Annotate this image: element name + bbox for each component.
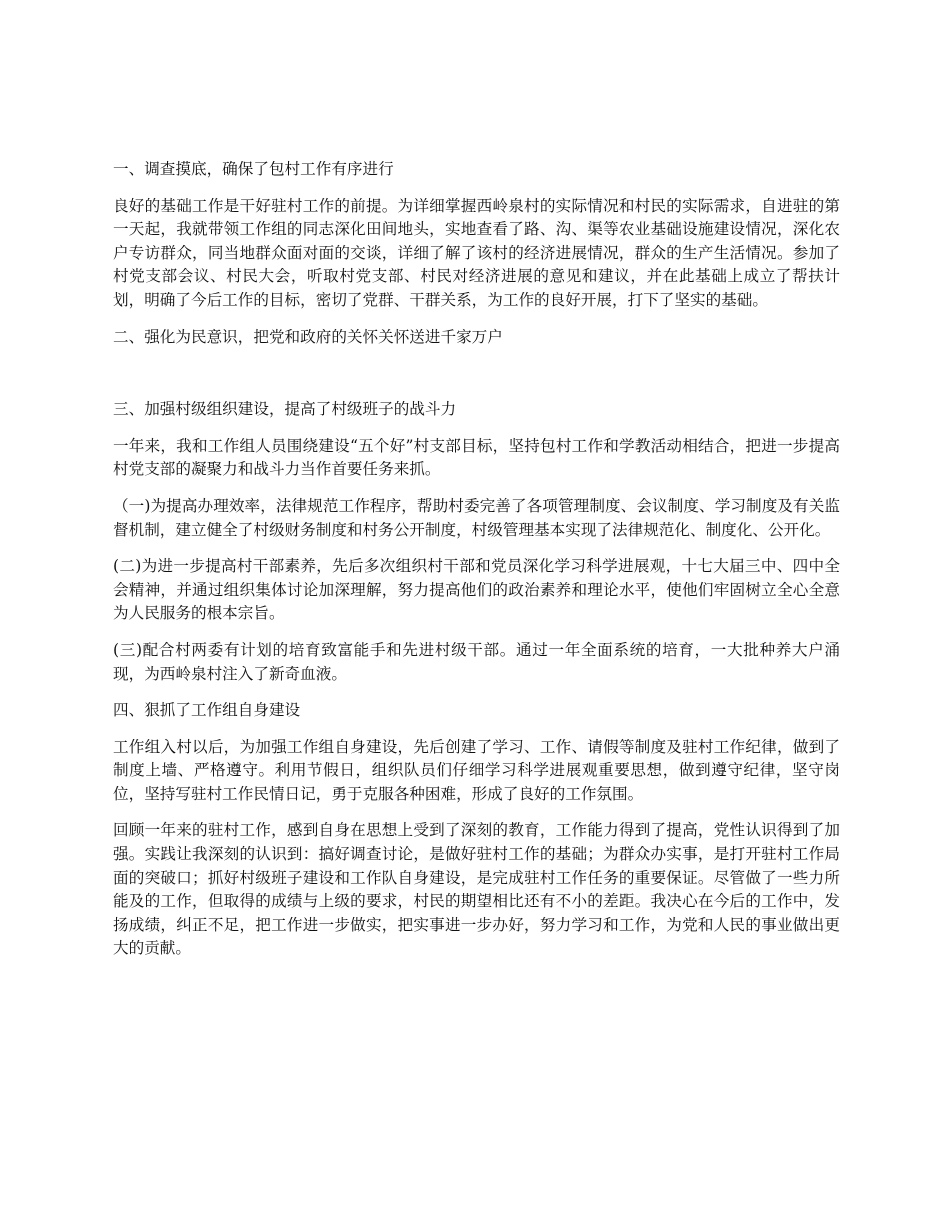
paragraph-investigation: 良好的基础工作是干好驻村工作的前提。为详细掌握西岭泉村的实际情况和村民的实际需求，自进驻的第一天起，我就带领工作组的同志深化田间地头，实地查看了路、沟、渠等农业基础设施建设情况，深化农户专访群众，同当地群众面对面的交谈，详细了解了该村的经济进展情况，群众的生产生活情况。参加了村党支部会议、村民大会，听取村党支部、村民对经济进展的意见和建议，并在此基础上成立了帮扶计划，明确了今后工作的目标，密切了党群、干群关系，为工作的良好开展，打下了坚实的基础。 <box>113 196 840 309</box>
paragraph-review-conclusion: 回顾一年来的驻村工作，感到自身在思想上受到了深刻的教育，工作能力得到了提高，党性认识得到了加强。实践让我深刻的认识到：搞好调查讨论，是做好驻村工作的基础；为群众办实事，是打开驻村工作局面的突破口；抓好村级班子建设和工作队自身建设，是完成驻村工作任务的重要保证。尽管做了一些力所能及的工作，但取得的成绩与上级的要求，村民的期望相比还有不小的差距。我决心在今后的工作中，发扬成绩，纠正不足，把工作进一步做实，把实事进一步办好，努力学习和工作，为党和人民的事业做出更大的贡献。 <box>113 821 840 958</box>
section-heading-3: 三、加强村级组织建设，提高了村级班子的战斗力 <box>113 400 457 419</box>
paragraph-team-building: 工作组入村以后，为加强工作组自身建设，先后创建了学习、工作、请假等制度及驻村工作纪律，做到了制度上墙、严格遵守。利用节假日，组织队员们仔细学习科学进展观重要思想，做到遵守纪律，坚守岗位，坚持写驻村工作民情日记，勇于克服各种困难，形成了良好的工作氛围。 <box>113 737 840 803</box>
paragraph-management-system: （一)为提高办理效率，法律规范工作程序，帮助村委完善了各项管理制度、会议制度、学习制度及有关监督机制，建立健全了村级财务制度和村务公开制度，村级管理基本实现了法律规范化、制度化、公开化。 <box>113 496 840 539</box>
paragraph-cadre-training: (二)为进一步提高村干部素养，先后多次组织村干部和党员深化学习科学进展观，十七大届三中、四中全会精神，并通过组织集体讨论加深理解，努力提高他们的政治素养和理论水平，使他们牢固树立全心全意为人民服务的根本宗旨。 <box>113 557 840 623</box>
document-body <box>113 158 840 974</box>
paragraph-talent-cultivation: (三)配合村两委有计划的培育致富能手和先进村级干部。通过一年全面系统的培育，一大批种养大户涌现，为西岭泉村注入了新奇血液。 <box>113 640 840 683</box>
section-heading-4: 四、狠抓了工作组自身建设 <box>113 701 301 720</box>
paragraph-five-good: 一年来，我和工作组人员围绕建设“五个好”村支部目标，坚持包村工作和学教活动相结合，把进一步提高村党支部的凝聚力和战斗力当作首要任务来抓。 <box>113 436 840 479</box>
section-heading-2: 二、强化为民意识，把党和政府的关怀关怀送进千家万户 <box>113 327 503 346</box>
blank-space <box>113 362 840 398</box>
section-heading-1: 一、调查摸底，确保了包村工作有序进行 <box>113 160 394 178</box>
